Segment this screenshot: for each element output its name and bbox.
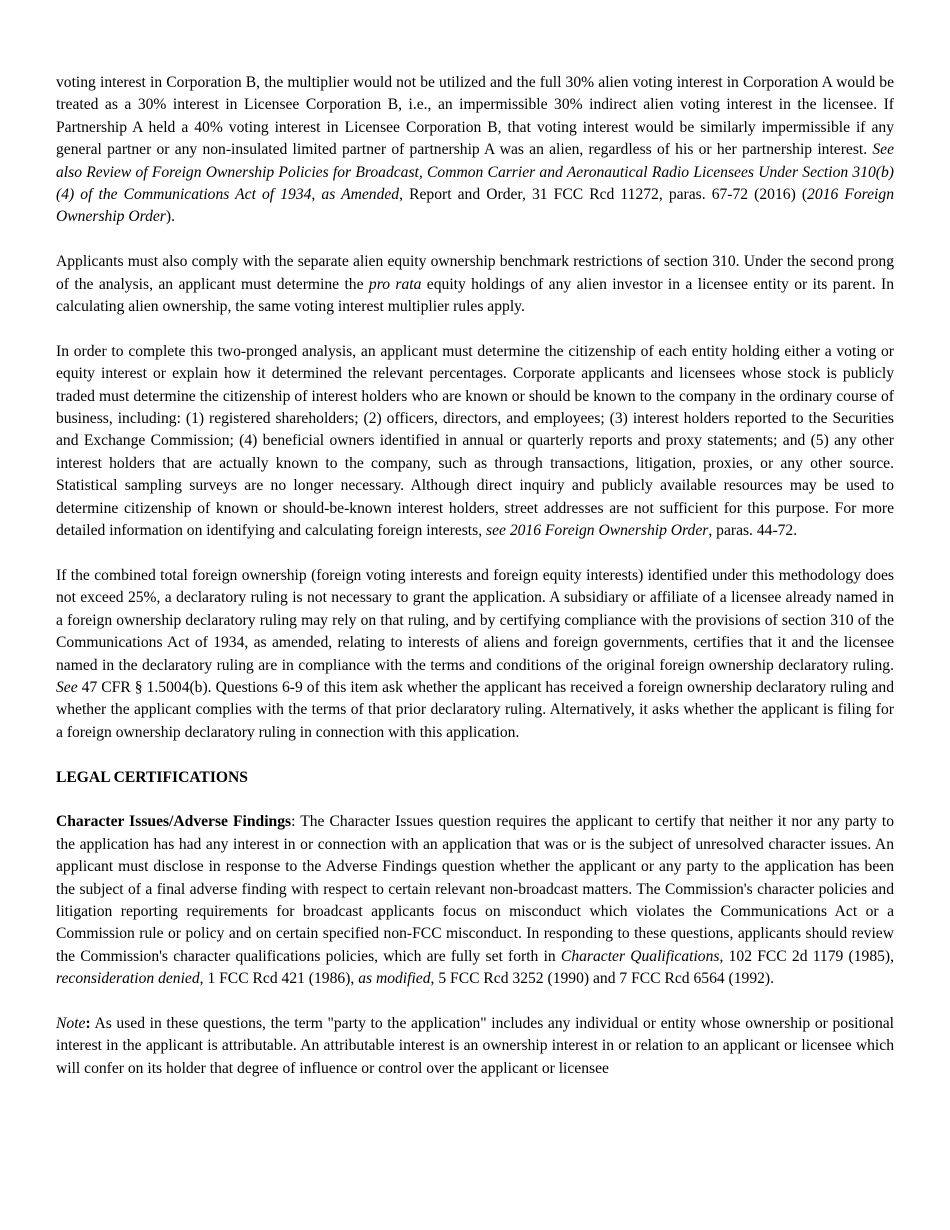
paragraph-note-party-to-application (56, 1013, 894, 1080)
paragraph-two-pronged-analysis (56, 341, 894, 543)
section-heading-legal-certifications (56, 767, 894, 789)
text-run: LEGAL CERTIFICATIONS (56, 768, 248, 786)
text-run: Note (56, 1014, 86, 1032)
text-run: As used in these questions, the term "party to the application" includes any individual or entity whose ownership or positional interest in the applicant is attributable. An attributable interest is an ownership interest in or relation to an applicant or licensee which will confer on its holder that degree of influence or control over the applicant or licensee (56, 1014, 894, 1077)
text-run: see 2016 Foreign Ownership Order (486, 522, 709, 540)
text-run: 2016 Foreign Ownership Order (56, 186, 894, 226)
text-run: Character Issues/Adverse Findings (56, 813, 292, 831)
text-run: , Report and Order, 31 FCC Rcd 11272, paras. 67-72 (2016) ( (399, 186, 808, 204)
text-run: Character Qualifications (560, 947, 720, 965)
text-run: reconsideration denied (56, 970, 200, 988)
paragraph-alien-equity-benchmark (56, 251, 894, 318)
text-run: , 5 FCC Rcd 3252 (1990) and 7 FCC Rcd 6564 (1992). (430, 970, 775, 988)
text-run: If the combined total foreign ownership (foreign voting interests and foreign equity interests) identified under this methodology does not exceed 25%, a declaratory ruling is not necessary to grant the application. A subsidiary or affiliate of a licensee already named in a foreign ownership declaratory ruling may rely on that ruling, and by certifying compliance with the provisions of section 310 of the Communications Act of 1934, as amended, relating to interests of aliens and foreign governments, certifies that it and the licensee named in the declaratory ruling are in compliance with the terms and conditions of the original foreign ownership declaratory ruling. (56, 566, 894, 674)
paragraph-combined-foreign-ownership (56, 565, 894, 744)
text-run: 47 CFR § 1.5004(b). Questions 6-9 of this item ask whether the applicant has received a foreign ownership declaratory ruling and whether the applicant complies with the terms of that prior declaratory ruling. Alternatively, it asks whether the applicant is filing for a foreign ownership declaratory ruling in connection with this application. (56, 678, 894, 741)
text-run: ). (165, 208, 175, 226)
text-run: See also Review of Foreign Ownership Policies for Broadcast, Common Carrier and Aeronautical Radio Licensees Under Section 310(b)(4) of the Communications Act of 1934, as Amended (56, 141, 894, 204)
paragraph-character-issues (56, 811, 894, 990)
paragraph-alien-voting-interest (56, 72, 894, 229)
text-run: : (85, 1014, 91, 1032)
text-run: equity holdings of any alien investor in a licensee entity or its parent. In calculating alien ownership, the same voting interest multiplier rules apply. (56, 275, 895, 316)
text-run: as modified (358, 970, 431, 988)
text-run: In order to complete this two-pronged analysis, an applicant must determine the citizenship of each entity holding either a voting or equity interest or explain how it determined the relevant percentages. Corporate applicants and licensees whose stock is publicly traded must determine the citizenship of interest holders who are known or should be known to the company in the ordinary course of business, including: (1) registered shareholders; (2) officers, directors, and employees; (3) interest holders reported to the Securities and Exchange Commission; (4) beneficial owners identified in annual or quarterly reports and proxy statements; and (5) any other interest holders that are actually known to the company, such as through transactions, litigation, proxies, or any other source. Statistical sampling surveys are no longer necessary. Although direct inquiry and publicly available resources may be used to determine citizenship of known or should-be-known interest holders, street addresses are not sufficient for this purpose. For more detailed information on identifying and calculating foreign interests, (56, 342, 894, 540)
text-run: pro rata (368, 275, 422, 293)
text-run: : The Character Issues question requires the applicant to certify that neither it nor any party to the application has had any interest in or connection with an application that was or is the subject of unresolved character issues. An applicant must disclose in response to the Adverse Findings question whether the applicant or any party to the application has been the subject of a final adverse finding with respect to certain relevant non-broadcast matters. The Commission's character policies and litigation reporting requirements for broadcast applicants focus on misconduct which violates the Communications Act or a Commission rule or policy and on certain specified non-FCC misconduct. In responding to these questions, applicants should review the Commission's character qualifications policies, which are fully set forth in (56, 813, 894, 965)
text-run: See (56, 678, 78, 696)
text-run: Applicants must also comply with the separate alien equity ownership benchmark restrictions of section 310. Under the second prong of the analysis, an applicant must determine the (56, 253, 894, 293)
document-page (56, 72, 894, 1080)
text-run: voting interest in Corporation B, the multiplier would not be utilized and the full 30% alien voting interest in Corporation A would be treated as a 30% interest in Licensee Corporation B, i.e., an impermissible 30% indirect alien voting interest in the licensee. If Partnership A held a 40% voting interest in Licensee Corporation B, that voting interest would be similarly impermissible if any general partner or any non-insulated limited partner of partnership A was an alien, regardless of his or her partnership interest. (56, 74, 894, 159)
text-run: , 1 FCC Rcd 421 (1986), (199, 970, 359, 988)
text-run: , 102 FCC 2d 1179 (1985), (719, 947, 895, 965)
text-run: , paras. 44-72. (708, 522, 798, 540)
